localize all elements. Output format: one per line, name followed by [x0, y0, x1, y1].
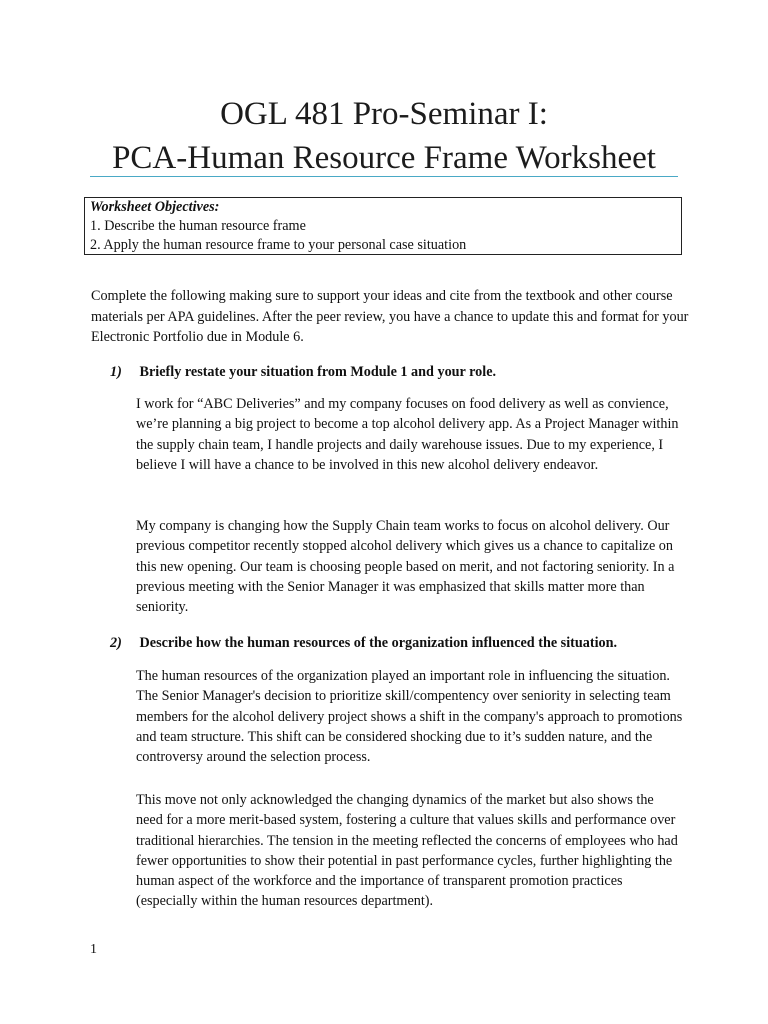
- intro-paragraph: Complete the following making sure to support your ideas and cite from the textbook and other course materials per APA guidelines. After the peer review, you have a chance to update this and format for your Electronic Portfolio due in Module 6.: [91, 288, 689, 345]
- objectives-box: [84, 197, 682, 255]
- answer-2-paragraph-2: This move not only acknowledged the changing dynamics of the market but also shows the need for a more merit-based system, fostering a culture that values skills and performance over traditional hierarchies. The tension in the meeting reflected the concerns of employees who had fewer opportunities to show their potential in past performance cycles, further highlighting the human aspect of the workforce and the importance of transparent promotion practices (especially within the human resources department).: [136, 792, 678, 910]
- title-divider: [90, 176, 678, 177]
- question-number: 2): [110, 635, 122, 651]
- question-2: [110, 633, 680, 653]
- answer-1-paragraph-2: My company is changing how the Supply Chain team works to focus on alcohol delivery. Our previous competitor recently stopped alcohol delivery which gives us a chance to capitalize on this new opening. Our team is choosing people based on merit, and not factoring seniority. In a previous meeting with the Senior Manager it was emphasized that skills matter more than seniority.: [136, 518, 675, 616]
- answer-2-paragraph-1: The human resources of the organization played an important role in influencing the situation. The Senior Manager's decision to prioritize skill/compentency over seniority in selecting team members for the alcohol delivery project shows a shift in the company's approach to promotions and team structure. This shift can be considered shocking due to it’s sudden nature, and the controversy around the selection process.: [136, 668, 683, 766]
- title-line-1: OGL 481 Pro-Seminar I:: [220, 96, 548, 132]
- objective-item: 2. Apply the human resource frame to your personal case situation: [90, 237, 467, 253]
- question-1: [110, 362, 680, 382]
- page-number: 1: [90, 942, 97, 957]
- title-line-2: PCA-Human Resource Frame Worksheet: [112, 140, 656, 176]
- objective-item: 1. Describe the human resource frame: [90, 218, 306, 234]
- objectives-heading: Worksheet Objectives:: [90, 199, 220, 215]
- question-number: 1): [110, 364, 122, 380]
- page-title: [0, 92, 768, 180]
- question-text: Describe how the human resources of the organization influenced the situation.: [139, 635, 618, 651]
- question-text: Briefly restate your situation from Module 1 and your role.: [139, 364, 497, 380]
- answer-1-paragraph-1: I work for “ABC Deliveries” and my company focuses on food delivery as well as convience, we’re planning a big project to become a top alcohol delivery app. As a Project Manager within the supply chain team, I handle projects and daily warehouse issues. Due to my experience, I believe I will have a chance to be involved in this new alcohol delivery endeavor.: [136, 396, 679, 473]
